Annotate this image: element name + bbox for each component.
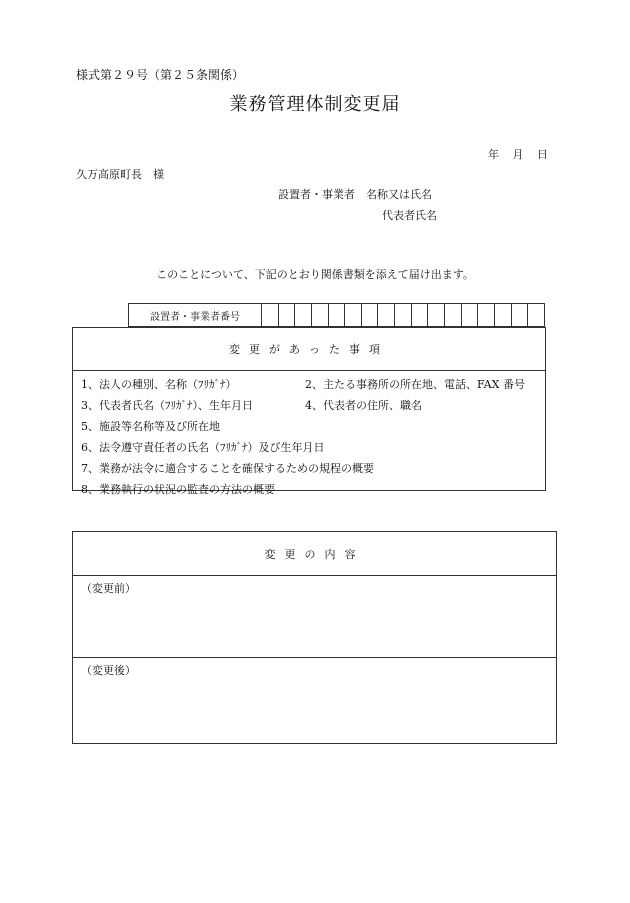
changed-item: 5、施設等名称等及び所在地 bbox=[81, 420, 220, 433]
representative-name-label: 代表者氏名 bbox=[382, 209, 437, 222]
changed-item: 7、業務が法令に適合することを確保するための規程の概要 bbox=[81, 462, 374, 475]
before-change-label: （変更前） bbox=[81, 582, 136, 595]
changed-items-header: 変更があった事項 bbox=[73, 328, 545, 371]
date-line: 年 月 日 bbox=[488, 148, 548, 161]
changed-item: 4、代表者の住所、職名 bbox=[305, 399, 422, 412]
changed-item-row bbox=[81, 395, 545, 416]
operator-number-cells bbox=[262, 304, 544, 326]
changed-item-row bbox=[81, 458, 545, 479]
changed-item-row bbox=[81, 437, 545, 458]
changed-item: 6、法令遵守責任者の氏名（ﾌﾘｶﾞﾅ）及び生年月日 bbox=[81, 441, 325, 454]
operator-number-cell[interactable] bbox=[495, 304, 512, 326]
changed-item: 8、業務執行の状況の監査の方法の概要 bbox=[81, 483, 275, 496]
operator-number-cell[interactable] bbox=[528, 304, 544, 326]
operator-number-cell[interactable] bbox=[395, 304, 412, 326]
operator-number-cell[interactable] bbox=[412, 304, 429, 326]
operator-number-cell[interactable] bbox=[262, 304, 279, 326]
operator-number-cell[interactable] bbox=[462, 304, 479, 326]
after-change-label: （変更後） bbox=[81, 664, 136, 677]
document-title: 業務管理体制変更届 bbox=[229, 94, 401, 115]
changed-item: 3、代表者氏名（ﾌﾘｶﾞﾅ）、生年月日 bbox=[81, 399, 253, 412]
after-change-area[interactable] bbox=[73, 658, 556, 682]
operator-number-label: 設置者・事業者番号 bbox=[129, 304, 262, 326]
operator-number-cell[interactable] bbox=[329, 304, 346, 326]
changed-item-row bbox=[81, 479, 545, 500]
changed-item-row bbox=[81, 374, 545, 395]
operator-number-cell[interactable] bbox=[378, 304, 395, 326]
before-change-area[interactable] bbox=[73, 576, 556, 658]
operator-number-cell[interactable] bbox=[512, 304, 529, 326]
changed-items-box bbox=[72, 327, 546, 496]
operator-number-cell[interactable] bbox=[295, 304, 312, 326]
intro-text: このことについて、下記のとおり関係書類を添えて届け出ます。 bbox=[156, 268, 474, 281]
applicant-name-label: 設置者・事業者 名称又は氏名 bbox=[278, 188, 432, 201]
operator-number-table bbox=[128, 303, 545, 327]
changed-item: 1、法人の種別、名称（ﾌﾘｶﾞﾅ） bbox=[81, 378, 237, 391]
operator-number-cell[interactable] bbox=[279, 304, 296, 326]
operator-number-cell[interactable] bbox=[312, 304, 329, 326]
change-content-box bbox=[72, 531, 557, 744]
operator-number-cell[interactable] bbox=[345, 304, 362, 326]
form-number: 様式第２９号（第２５条関係） bbox=[76, 68, 245, 82]
changed-item-row bbox=[81, 416, 545, 437]
operator-number-cell[interactable] bbox=[362, 304, 379, 326]
operator-number-cell[interactable] bbox=[445, 304, 462, 326]
operator-number-cell[interactable] bbox=[428, 304, 445, 326]
addressee: 久万高原町長 様 bbox=[76, 168, 164, 181]
change-content-header: 変更の内容 bbox=[73, 532, 556, 576]
changed-items-list bbox=[73, 371, 545, 500]
changed-item: 2、主たる事務所の所在地、電話、FAX 番号 bbox=[305, 378, 525, 391]
operator-number-cell[interactable] bbox=[478, 304, 495, 326]
